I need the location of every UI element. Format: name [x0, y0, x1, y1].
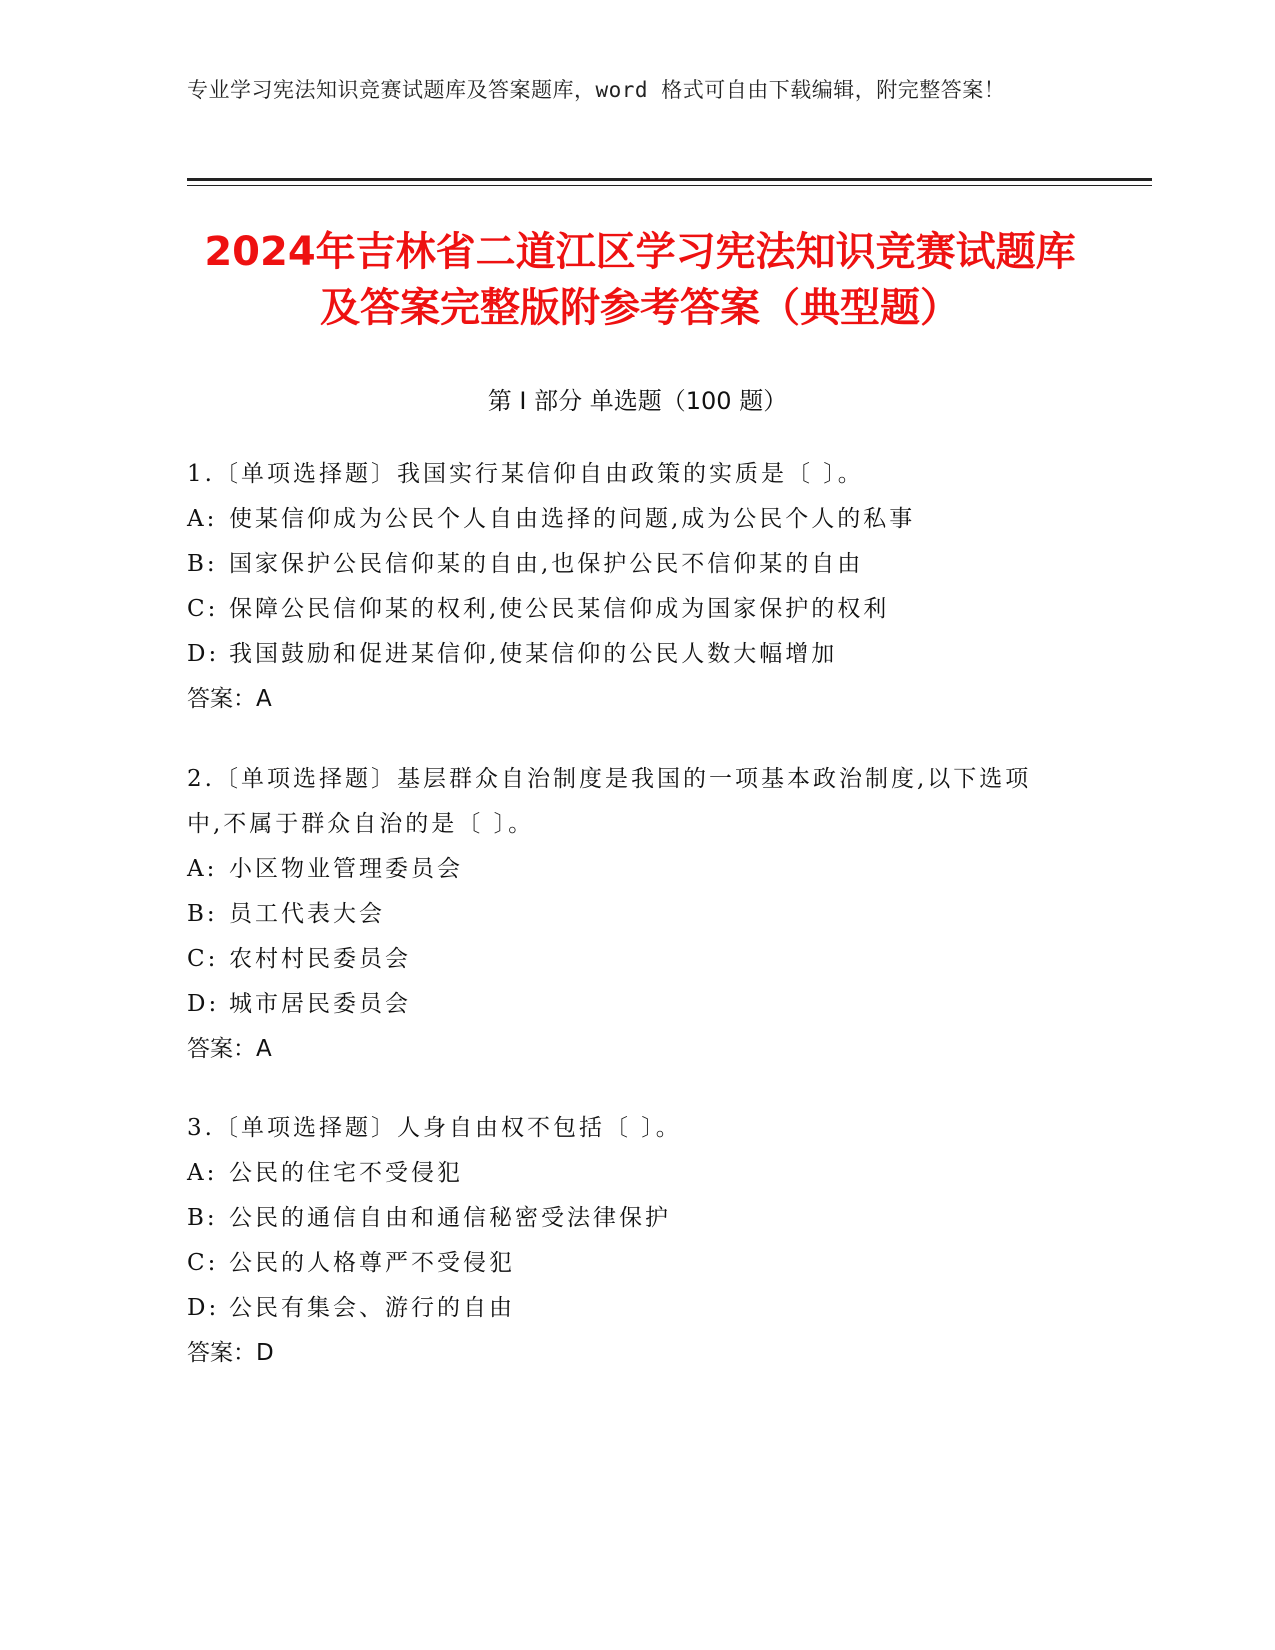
option-a: [187, 1151, 1087, 1196]
option-key: D:: [187, 991, 220, 1017]
answer-value: A: [256, 686, 272, 712]
option-text: 公民的人格尊严不受侵犯: [229, 1250, 515, 1276]
option-d: [187, 982, 1087, 1027]
option-a: [187, 847, 1087, 892]
option-text: 小区物业管理委员会: [229, 856, 463, 882]
header-divider-thick: [187, 178, 1152, 181]
option-b: [187, 1196, 1087, 1241]
question-1: [187, 452, 1087, 722]
option-text: 员工代表大会: [229, 901, 385, 927]
option-key: A:: [187, 856, 218, 882]
option-c: [187, 587, 1087, 632]
answer-value: D: [256, 1340, 274, 1366]
question-stem: 1.〔单项选择题〕我国实行某信仰自由政策的实质是〔 〕。: [187, 461, 864, 487]
option-key: D:: [187, 1295, 220, 1321]
option-key: D:: [187, 641, 220, 667]
option-text: 公民的通信自由和通信秘密受法律保护: [229, 1205, 671, 1231]
option-key: A:: [187, 1160, 218, 1186]
option-text: 使某信仰成为公民个人自由选择的问题,成为公民个人的私事: [229, 506, 916, 532]
answer-value: A: [256, 1036, 272, 1062]
option-c: [187, 1241, 1087, 1286]
option-b: [187, 542, 1087, 587]
option-d: [187, 1286, 1087, 1331]
option-key: A:: [187, 506, 218, 532]
header-divider-thin: [187, 185, 1152, 186]
header-note: 专业学习宪法知识竞赛试题库及答案题库，word 格式可自由下载编辑，附完整答案！: [187, 78, 1006, 102]
answer-label: 答案：: [187, 686, 256, 712]
question-2: [187, 757, 1087, 1072]
option-text: 公民有集会、游行的自由: [229, 1295, 515, 1321]
answer-line: [187, 677, 1087, 722]
option-key: B:: [187, 1205, 218, 1231]
option-a: [187, 497, 1087, 542]
option-c: [187, 937, 1087, 982]
option-text: 城市居民委员会: [229, 991, 411, 1017]
option-text: 国家保护公民信仰某的自由,也保护公民不信仰某的自由: [229, 551, 864, 577]
question-stem: 2.〔单项选择题〕基层群众自治制度是我国的一项基本政治制度,以下选项中,不属于群众自治的是〔 〕。: [187, 766, 1032, 837]
option-b: [187, 892, 1087, 937]
option-text: 公民的住宅不受侵犯: [229, 1160, 463, 1186]
section-title: 第 I 部分 单选题（100 题）: [487, 387, 788, 415]
option-text: 保障公民信仰某的权利,使公民某信仰成为国家保护的权利: [229, 596, 890, 622]
question-3: [187, 1106, 1087, 1376]
answer-label: 答案：: [187, 1340, 256, 1366]
option-d: [187, 632, 1087, 677]
document-title: 2024年吉林省二道江区学习宪法知识竞赛试题库及答案完整版附参考答案（典型题）: [204, 229, 1076, 331]
option-key: C:: [187, 1250, 219, 1276]
answer-label: 答案：: [187, 1036, 256, 1062]
option-key: C:: [187, 946, 219, 972]
option-key: C:: [187, 596, 219, 622]
option-key: B:: [187, 901, 218, 927]
question-stem: 3.〔单项选择题〕人身自由权不包括〔 〕。: [187, 1115, 682, 1141]
option-text: 我国鼓励和促进某信仰,使某信仰的公民人数大幅增加: [229, 641, 838, 667]
option-key: B:: [187, 551, 218, 577]
answer-line: [187, 1027, 1087, 1072]
answer-line: [187, 1331, 1087, 1376]
option-text: 农村村民委员会: [229, 946, 411, 972]
